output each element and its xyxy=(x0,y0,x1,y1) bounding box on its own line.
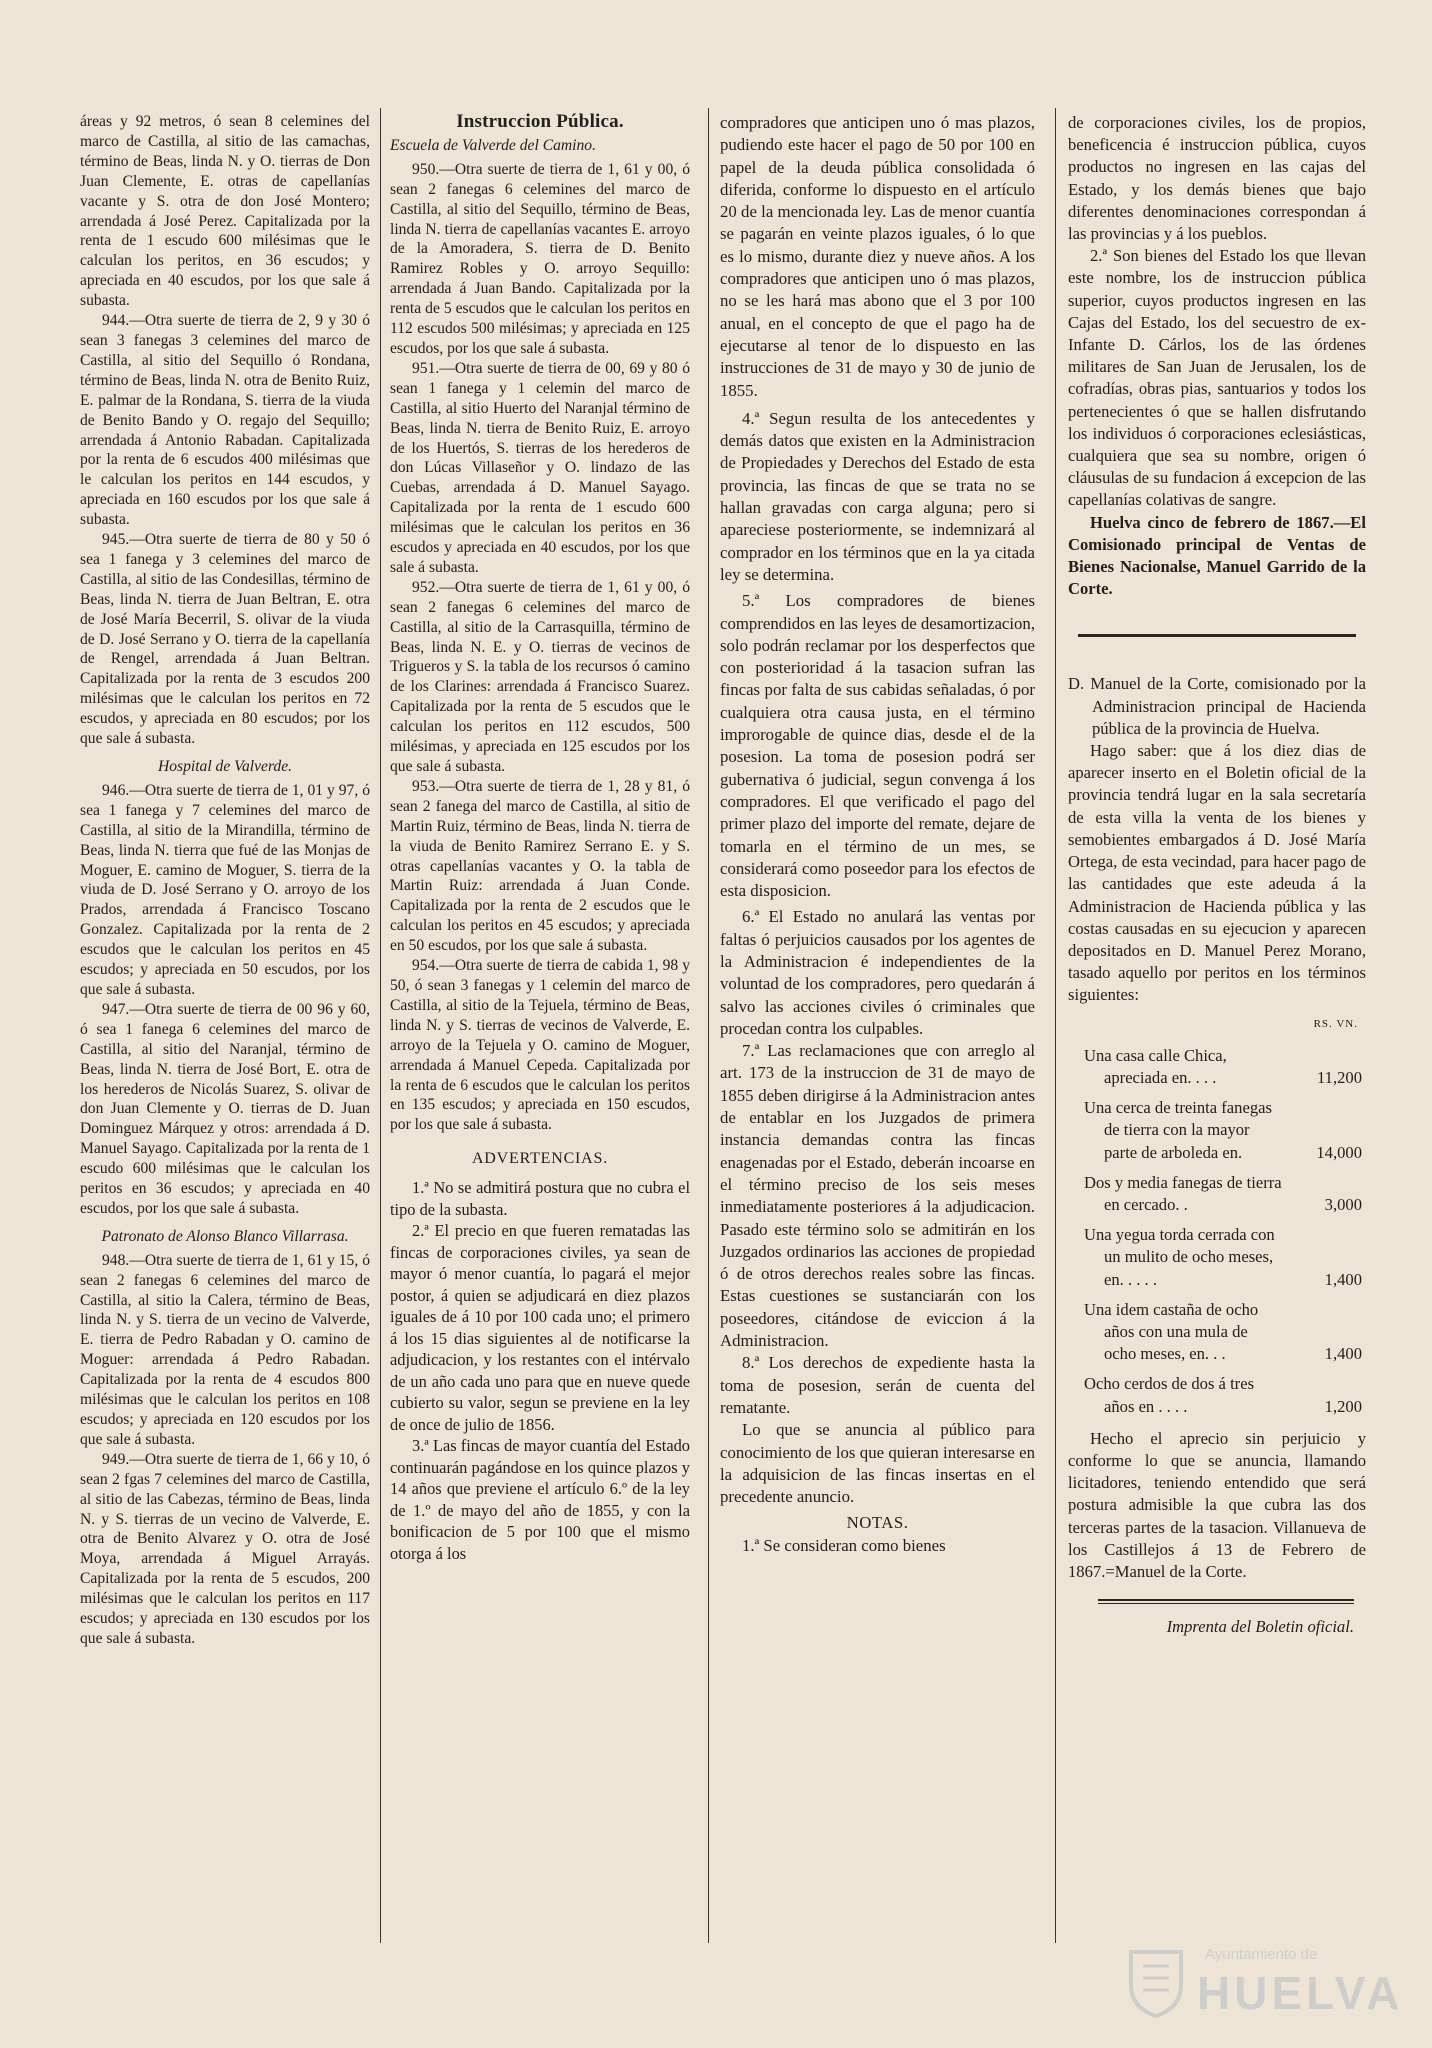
column-4 xyxy=(1068,112,1366,1638)
heading-instruccion-publica: Instruccion Pública. xyxy=(456,111,624,132)
nota-1: 1.ª Se consideran como bienes xyxy=(742,1535,946,1555)
appraisal-item-amount: 1,400 xyxy=(1324,1269,1362,1289)
section-escuela: Escuela de Valverde del Camino. xyxy=(390,136,596,154)
lot-953: 953.—Otra suerte de tierra de 1, 28 y 81, ó sean 2 fanega del marco de Castilla, al sitio de Martin Ruiz, término de Beas, linda N. tierra de la viuda de Benito Ramirez Serrano E. y S. otras capellanías vacantes y O. la tabla de Martin Ruiz: arrendada á Juan Conde. Capitalizada por la renta de 2 escudos que le calculan los peritos en 45 escudos; y apreciada en 50 escudos, por los que sale á subasta. xyxy=(390,777,690,955)
advertencia-1: 1.ª No se admitirá postura que no cubra el tipo de la subasta. xyxy=(390,1178,690,1219)
column-rule xyxy=(708,108,709,1943)
lot-944: 944.—Otra suerte de tierra de 2, 9 y 30 ó sean 3 fanegas 3 celemines del marco de Castilla, al sitio del Sequillo ó Rondana, término de Beas, linda N. otra de Benito Ruiz, E. palmar de la Rondana, S. tierra de la viuda de Benito Bando y O. regajo del Sequillo; arrendada á Antonio Rabadan. Capitalizada por la renta de 6 escudos 400 milésimas que le calculan los peritos en 144 escudos, y apreciada en 160 escudos por los que sale á subasta. xyxy=(80,312,370,529)
coat-of-arms-icon xyxy=(1125,1944,1187,2020)
appraisal-item-amount: 3,000 xyxy=(1324,1194,1362,1214)
column-rule xyxy=(1055,108,1056,1943)
appraisal-item xyxy=(1068,1045,1366,1089)
notice-header: D. Manuel de la Corte, comisionado por la Administracion principal de Hacienda pública de la provincia de Huelva. xyxy=(1068,674,1366,738)
watermark-small-text: Ayuntamiento de xyxy=(1205,1946,1318,1963)
section-divider xyxy=(1078,634,1356,637)
paragraph-continuation: áreas y 92 metros, ó sean 8 celemines del marco de Castilla, al sitio de las camachas, término de Beas, linda N. y O. tierras de Don Juan Clemente, E. otras de capellanías vacante y S. otra de don José Montero; arrendada á José Perez. Capitalizada por la renta de 1 escudo 600 milésimas que le calculan los peritos, en 36 escudos; y apreciada en 40 escudos, por los que sale á subasta. xyxy=(80,113,370,310)
appraisal-item-amount: 1,200 xyxy=(1324,1396,1362,1416)
appraisal-item xyxy=(1068,1172,1366,1216)
advertencia-3: 3.ª Las fincas de mayor cuantía del Estado continuarán pagándose en los quince plazos y 14 años que previene el artículo 6.º de la ley de 1.º de mayo del año de 1855, y con la bonificacion de 5 por 100 que el mismo otorga á los xyxy=(390,1436,690,1563)
lot-946: 946.—Otra suerte de tierra de 1, 01 y 97, ó sea 1 fanega y 7 celemines del marco de Castilla, al sitio de la Mirandilla, término de Beas, linda N. tierra que fué de las Monjas de Moguer, E. camino de Moguer, S. tierra de la viuda de D. José Serrano y O. arroyo de los Prados, arrendada á Francisco Toscano Gonzalez. Capitalizada por la renta de 2 escudos que le calculan los peritos en 45 escudos; y apreciada en 50 escudos, por los que sale á subasta. xyxy=(80,781,370,998)
column-3 xyxy=(720,112,1035,1557)
advertencia-7: 7.ª Las reclamaciones que con arreglo al art. 173 de la instruccion de 31 de mayo de 1855 deben dirigirse á la Administracion antes de entablar en los Juzgados de primera instancia demandas contra las fincas enagenadas por el Estado, deberán incoarse en el término preciso de los seis meses inmediatamente posteriores á la adjudicacion. Pasado este término solo se admitirán en los Juzgados ordinarios las acciones de propiedad ó de otros derechos reales sobre las fincas. Estas cuestiones se sustanciarán con los poseedores, citándose de eviccion á la Administracion. xyxy=(720,1041,1035,1351)
closing-paragraph: Lo que se anuncia al público para conocimiento de los que quieran interesarse en la adquisicion de las fincas insertas en el precedente anuncio. xyxy=(720,1420,1035,1507)
appraisal-item-amount: 1,400 xyxy=(1324,1344,1362,1364)
lot-951: 951.—Otra suerte de tierra de 00, 69 y 80 ó sean 1 fanega y 1 celemin del marco de Castilla, al sitio Huerto del Naranjal término de Beas, linda N. tierra de Benito Ruiz, E. arroyo de los Huertós, S. tierras de los herederos de don Lúcas Villaseñor y O. lindazo de las Cuebas, arrendada á D. Manuel Sayago. Capitalizada por la renta de 1 escudo 600 milésimas que le calculan los peritos en 36 escudos y apreciada en 40 escudos, por los que sale á subasta. xyxy=(390,359,690,576)
appraisal-item-amount: 11,200 xyxy=(1316,1067,1362,1087)
imprint: Imprenta del Boletin oficial. xyxy=(1166,1617,1354,1637)
lot-949: 949.—Otra suerte de tierra de 1, 66 y 10, ó sean 2 fgas 7 celemines del marco de Castilla, al sitio de las Cabezas, término de Beas, linda N. y S. tierras de un vecino de Valverde, E. otra de Benito Alvarez y O. otra de José Moya, arrendada á Miguel Arrayás. Capitalizada por la renta de 5 escudos, 200 milésimas que le calculan los peritos en 117 escudos; y apreciada en 130 escudos por los que sale á subasta. xyxy=(80,1450,370,1647)
lot-954: 954.—Otra suerte de tierra de cabida 1, 98 y 50, ó sean 3 fanegas y 1 celemin del marco de Castilla, al sitio de la Tejuela, término de Beas, linda N. y S. tierras de vecinos de Valverde, E. arroyo de la Tejuela y O. camino de Moguer, arrendada á Manuel Cepeda. Capitalizada por la renta de 6 escudos que le calculan los peritos en 135 escudos; y apreciada en 150 escudos, por los que sale á subasta. xyxy=(390,957,690,1134)
advertencia-6: 6.ª El Estado no anulará las ventas por faltas ó perjuicios causados por los agentes de la Administracion é independientes de la voluntad de los compradores, pero quedarán á salvo las acciones civiles ó criminales que procedan contra los culpables. xyxy=(720,907,1035,1038)
column-rule xyxy=(380,108,381,1943)
watermark-word: HUELVA xyxy=(1197,1967,1404,2019)
lot-945: 945.—Otra suerte de tierra de 80 y 50 ó sea 1 fanega y 3 celemines del marco de Castilla, al sitio de las Condesillas, término de Beas, linda N. tierra de Juan Beltran, E. otra de José María Becerril, S. olivar de la viuda de D. José Serrano y O. tierra de la capellanía de Rengel, arrendada á Juan Beltran. Capitalizada por la renta de 3 escudos 200 milésimas que le calculan los peritos en 72 escudos, y apreciada en 80 escudos; por los que sale á subasta. xyxy=(80,531,370,748)
section-hospital-valverde: Hospital de Valverde. xyxy=(157,758,293,775)
paragraph-continuation: de corporaciones civiles, los de propios, beneficencia é instruccion pública, cuyos productos no ingresen en las cajas del Estado, y los demás bienes que bajo diferentes denominaciones correspondan á las provincias y á los pueblos. xyxy=(1068,113,1366,244)
lot-952: 952.—Otra suerte de tierra de 1, 61 y 00, ó sean 2 fanegas 6 celemines del marco de Castilla, al sitio de la Carrasquilla, término de Beas, linda N. E. y O. tierras de vecinos de Trigueros y S. la tabla de los recursos ó camino de los Clarines: arrendada á Francisco Suarez. Capitalizada por la renta de 5 escudos que le calculan los peritos en 112 escudos, 500 milésimas, y apreciada en 125 escudos por los que sale á subasta. xyxy=(390,578,690,775)
appraisal-item xyxy=(1068,1097,1366,1164)
section-patronato: Patronato de Alonso Blanco Villarrasa. xyxy=(101,1227,349,1245)
appraisal-item-amount: 14,000 xyxy=(1316,1142,1362,1162)
signoff: Huelva cinco de febrero de 1867.—El Comisionado principal de Ventas de Bienes Nacionalse, Manuel Garrido de la Corte. xyxy=(1068,512,1366,599)
lot-947: 947.—Otra suerte de tierra de 00 96 y 60, ó sea 1 fanega 6 celemines del marco de Castilla, al sitio del Naranjal, término de Beas, linda N. tierra de José Bort, E. otra de los herederos de Nicolás Suarez, S. olivar de don Juan Clemente y O. tierras de D. Juan Dominguez Márquez y otros: arrendada á D. Manuel Sayago. Capitalizada por la renta de 1 escudo 600 milésimas que le calculan los peritos en 36 escudos; y apreciada en 40 escudos, por los que sale á subasta. xyxy=(80,1000,370,1217)
appraisal-item-description: Una casa calle Chica, apreciada en. . . . xyxy=(1084,1045,1227,1087)
appraisal-item-description: Una idem castaña de ocho años con una mula de ocho meses, en. . . xyxy=(1084,1299,1259,1364)
advertencia-2: 2.ª El precio en que fueren rematadas las fincas de corporaciones civiles, ya sean de mayor ó menor cuantía, lo pagará el mejor postor, á quien se adjudicará en diez plazos iguales de á 10 por 100 cada uno; el primero á los 15 dias siguientes al de notificarse la adjudicacion, y los restantes con el intérvalo de un año cada uno para que en nueve quede cubierto su valor, segun se previene en la ley de once de julio de 1856. xyxy=(390,1221,690,1434)
paragraph-continuation: compradores que anticipen uno ó mas plazos, pudiendo este hacer el pago de 50 por 100 en papel de la deuda pública consolidada ó diferida, conforme lo dispuesto en el artículo 20 de la mencionada ley. Las de menor cuantía se pagarán en veinte plazos iguales, ó lo que es lo mismo, durante diez y nueve años. A los compradores que anticipen uno ó mas plazos, no se les hará mas abono que el 3 por 100 anual, en el concepto de que el pago ha de ejecutarse al tenor de lo dispuesto en las instrucciones de 31 de mayo y 30 de junio de 1855. xyxy=(720,113,1035,400)
advertencia-5: 5.ª Los compradores de bienes comprendidos en las leyes de desamortizacion, solo podrán reclamar por los desperfectos que con posterioridad á la tasacion sufran las fincas por falta de sus cabidas señaladas, ó por cualquiera otra causa justa, en el término improrogable de quince dias, desde el de la posesion. La toma de posesion podrá ser gubernativa ó judicial, segun convenga á los compradores. El que verificado el pago del primer plazo del importe del remate, dejare de tomarla en el término de un mes, se considerará como poseedor para los efectos de esta disposicion. xyxy=(720,591,1036,901)
heading-advertencias: ADVERTENCIAS. xyxy=(471,1150,609,1168)
advertencia-8: 8.ª Los derechos de expediente hasta la toma de posesion, serán de cuenta del rematante. xyxy=(720,1353,1035,1417)
appraisal-item-description: Dos y media fanegas de tierra en cercado. . xyxy=(1084,1172,1282,1214)
lot-948: 948.—Otra suerte de tierra de 1, 61 y 15, ó sean 2 fanegas 6 celemines del marco de Castilla, al sitio la Calera, término de Beas, linda N. y S. tierra de un vecino de Valverde, E. tierra de Pedro Rabadan y O. camino de Moguer: arrendada á Pedro Rabadan. Capitalizada por la renta de 4 escudos 800 milésimas que le calculan los peritos en 108 escudos; y apreciada en 120 escudos por los que sale á subasta. xyxy=(80,1251,370,1448)
appraisal-list xyxy=(1068,1045,1366,1418)
advertencia-4: 4.ª Segun resulta de los antecedentes y demás datos que existen en la Administracion de Propiedades y Derechos del Estado de esta provincia, las fincas de que se trata no se hallan gravadas con carga alguna; pero si apareciese posteriormente, se indemnizará al comprador en los términos que en la ya citada ley se determina. xyxy=(720,408,1035,584)
column-1 xyxy=(80,112,370,1649)
appraisal-item-description: Una cerca de treinta fanegas de tierra con la mayor parte de arboleda en. xyxy=(1084,1098,1272,1162)
heading-notas: NOTAS. xyxy=(846,1513,909,1533)
nota-2: 2.ª Son bienes del Estado los que llevan este nombre, los de instruccion pública superior, cuyos productos ingresen en las Cajas del Estado, los del secuestro de ex-Infante D. Cárlos, los de las órdenes militares de San Juan de Jerusalen, los de cofradías, obras pias, santuarios y todos los pertenecientes ó que se hallen disfrutando los individuos ó corporaciones eclesiásticas, cualquiera que sea su nombre, origen ó cláusulas de su fundacion á excepcion de las capellanías colativas de sangre. xyxy=(1068,246,1366,510)
appraisal-item-description: Ocho cerdos de dos á tres años en . . . . xyxy=(1084,1374,1255,1416)
notice-final: Hecho el aprecio sin perjuicio y conforme lo que se anuncia, llamando licitadores, teniendo entendido que será postura admisible la que cubra las dos terceras partes de la tasacion. Villanueva de los Castillejos á 13 de Febrero de 1867.=Manuel de la Corte. xyxy=(1068,1428,1366,1581)
notice-body: Hago saber: que á los diez dias de aparecer inserto en el Boletin oficial de la provincia tendrá lugar en la sala secretaría de esta villa la venta de los bienes y semobientes embargados á D. José María Ortega, de esta vecindad, para hacer pago de las cantidades que este adeuda á la Administracion de Hacienda pública y las costas causadas en su ejecucion y aparecen depositados en D. Manuel Perez Morano, tasado aquello por peritos en los términos siguientes: xyxy=(1068,741,1366,1005)
units-label: RS. VN. xyxy=(1313,1017,1358,1030)
column-2 xyxy=(390,112,690,1564)
lot-950: 950.—Otra suerte de tierra de 1, 61 y 00, ó sean 2 fanegas 6 celemines del marco de Castilla, al sitio del Sequillo, término de Beas, linda N. tierra de capellanías vacantes E. arroyo de la Amoradera, S. tierra de D. Benito Ramirez Robles y O. arroyo Sequillo: arrendada á Juan Bando. Capitalizada por la renta de 5 escudos que le calculan los peritos en 112 escudos 500 milésimas; y apreciada en 125 escudos, por los que sale á subasta. xyxy=(390,160,690,357)
appraisal-item xyxy=(1068,1224,1366,1291)
appraisal-item xyxy=(1068,1299,1366,1366)
appraisal-item xyxy=(1068,1373,1366,1417)
archive-watermark xyxy=(1125,1938,1404,2028)
appraisal-item-description: Una yegua torda cerrada con un mulito de ocho meses, en. . . . . xyxy=(1084,1225,1275,1289)
footer-divider xyxy=(1098,1599,1354,1604)
